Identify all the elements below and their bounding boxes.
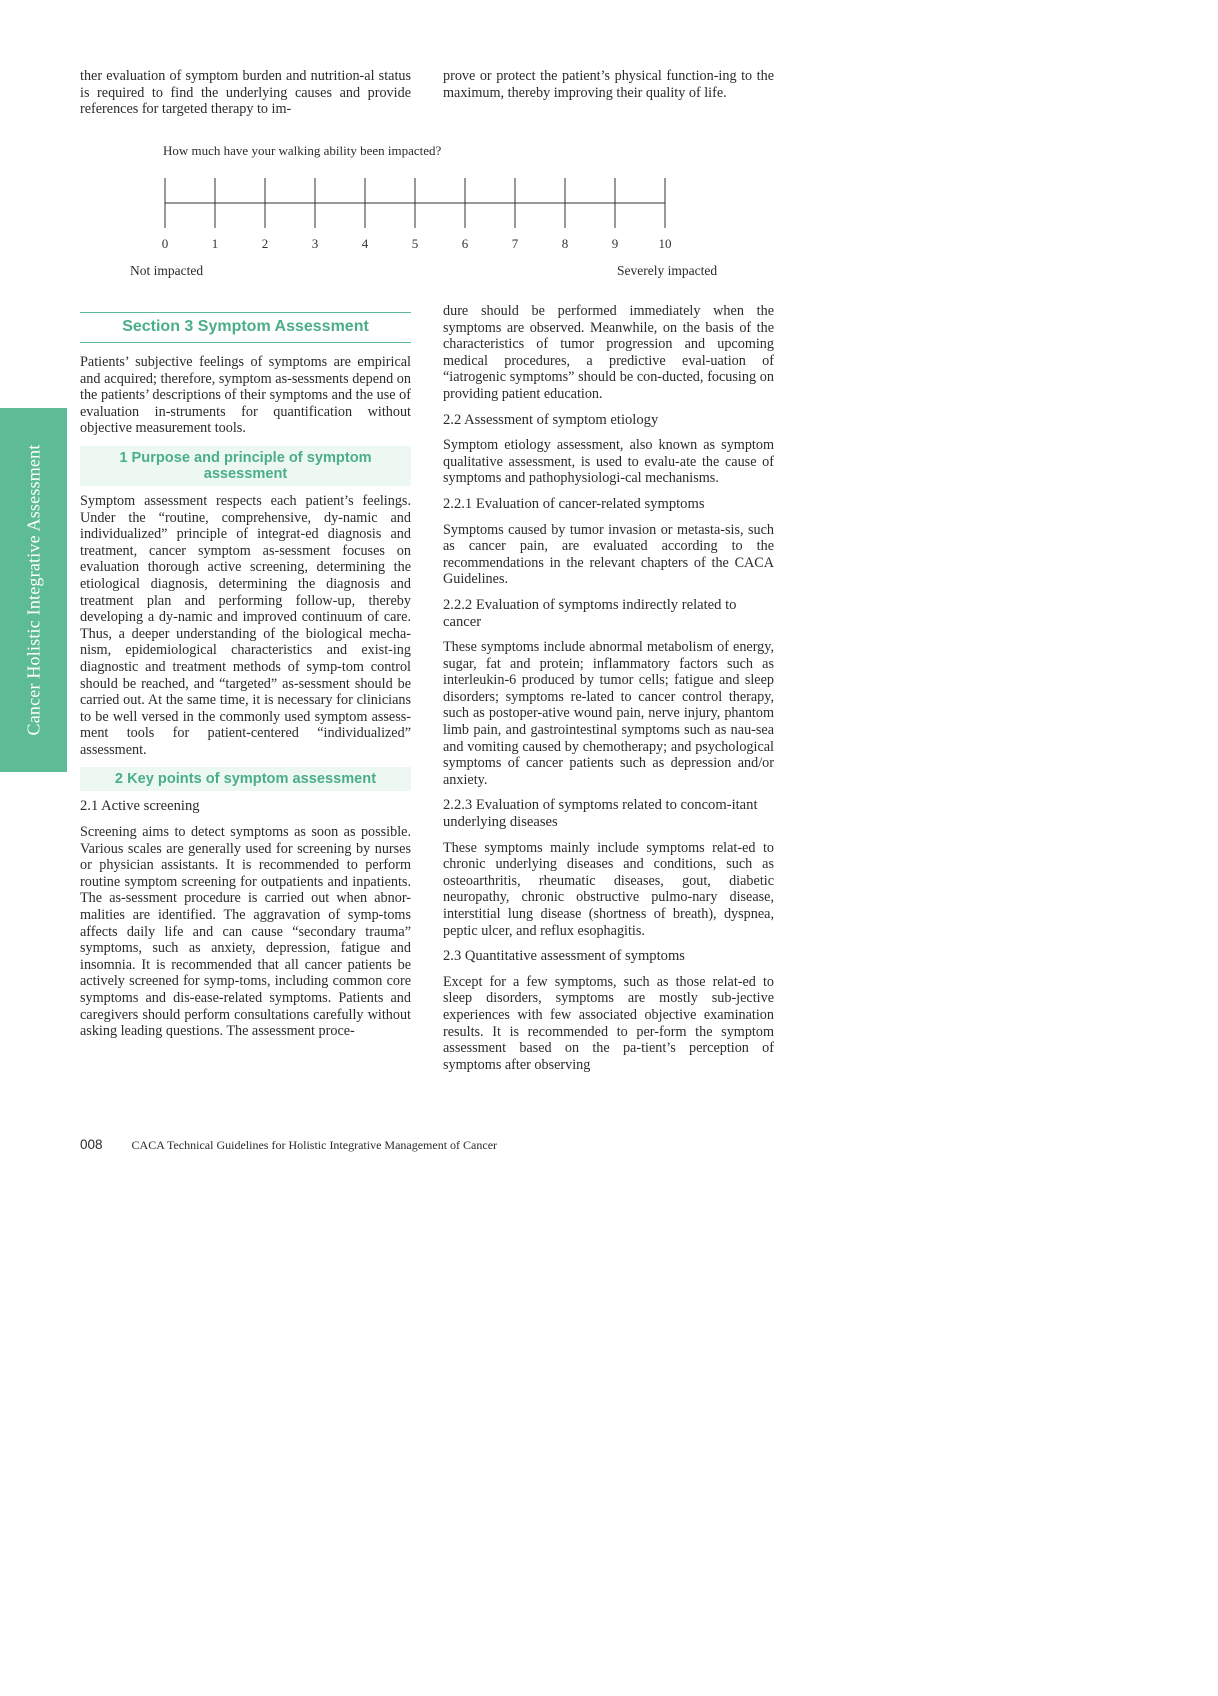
- scale-tick-label-1: 1: [211, 236, 219, 251]
- scale-question: How much have your walking ability been impacted?: [163, 143, 442, 158]
- quantitative-paragraph: Except for a few symptoms, such as those relat-ed to sleep disorders, symptoms are mostly sub-jective experiences with few associated objective examination results. It is recommended to per-form the symptom assessment based on the pa-tient’s perception of symptoms after observing: [443, 973, 774, 1073]
- cancer-related-paragraph: Symptoms caused by tumor invasion or metasta-sis, such as cancer pain, are evaluated according to the recommendations in the relevant chapters of the CACA Guidelines.: [443, 521, 774, 588]
- section-title: Section 3 Symptom Assessment: [80, 312, 411, 343]
- top-right-column: [443, 68, 774, 101]
- active-screening-paragraph: Screening aims to detect symptoms as soon as possible. Various scales are generally used for screening by nurses or physician assistants. It is recommended to perform routine symptom screening for outpatients and inpatients. The as-sessment procedure is carried out when abnor-malities are identified. The aggravation of symp-toms affects daily life and can cause “secondary trauma” symptoms, such as anxiety, depression, fatigue and insomnia. It is recommended that all cancer patients be actively screened for symp-toms, including common core symptoms and dis-ease-related symptoms. Patients and caregivers should perform consultations carefully without asking leading questions. The assessment proce-: [80, 824, 411, 1040]
- scale-tick-label-0: 0: [161, 236, 169, 251]
- scale-tick-label-8: 8: [561, 236, 569, 251]
- top-left-paragraph: ther evaluation of symptom burden and nutrition-al status is required to find the underlying causes and provide references for targeted therapy to im-: [80, 68, 411, 118]
- top-right-paragraph: prove or protect the patient’s physical function-ing to the maximum, thereby improving their quality of life.: [443, 68, 774, 101]
- purpose-paragraph: Symptom assessment respects each patient’s feelings. Under the “routine, comprehensive, dy-namic and individualized” principle of integrat-ed diagnosis and treatment, cancer symptom as-sessment focuses on evaluation thorough active screening, determining the etiological diagnosis, determining the diagnosis and treatment plan and performing follow-up, thereby developing a dy-namic and improved continuum of care. Thus, a deeper understanding of the biological mecha-nism, epidemiological characteristics and exist-ing diagnostic and treatment methods of symp-tom control should be reached, and “targeted” as-sessment should be carried out. At the same time, it is necessary for clinicians to be well versed in the commonly used symptom assess-ment tools for patient-centered “individualized” assessment.: [80, 492, 411, 758]
- scale-tick-label-6: 6: [461, 236, 469, 251]
- page-number: 008: [80, 1137, 103, 1152]
- scale-high-label: Severely impacted: [617, 263, 718, 278]
- top-left-column: [80, 68, 411, 118]
- heading-indirect: 2.2.2 Evaluation of symptoms indirectly related to cancer: [443, 596, 737, 630]
- scale-tick-label-3: 3: [311, 236, 319, 251]
- heading-key-points: 2 Key points of symptom assessment: [80, 767, 411, 791]
- rating-scale: [150, 170, 710, 260]
- intro-paragraph: Patients’ subjective feelings of symptoms are empirical and acquired; therefore, symptom as-sessments depend on the patients’ descriptions of their symptoms and the use of evaluation in-struments for quantification without objective measurement tools.: [80, 354, 411, 437]
- scale-tick-label-4: 4: [361, 236, 369, 251]
- scale-tick-label-2: 2: [261, 236, 269, 251]
- left-column: [80, 312, 411, 1040]
- side-tab: [0, 408, 67, 772]
- scale-tick-label-5: 5: [411, 236, 419, 251]
- running-title: CACA Technical Guidelines for Holistic Integrative Management of Cancer: [131, 1138, 498, 1152]
- etiology-paragraph: Symptom etiology assessment, also known as symptom qualitative assessment, is used to evalu-ate the cause of symptoms and pathophysiologi-cal mechanisms.: [443, 437, 774, 487]
- side-tab-label: Cancer Holistic Integrative Assessment: [23, 444, 43, 736]
- scale-low-label: Not impacted: [130, 263, 204, 278]
- heading-concomitant: 2.2.3 Evaluation of symptoms related to concom-itant underlying diseases: [443, 797, 758, 831]
- heading-etiology: 2.2 Assessment of symptom etiology: [443, 411, 659, 428]
- right-column: [443, 303, 774, 1073]
- concomitant-paragraph: These symptoms mainly include symptoms relat-ed to chronic underlying diseases and conditions, such as osteoarthritis, rheumatic diseases, gout, diabetic neuropathy, chronic obstructive pulmo-nary disease, interstitial lung disease (shortness of breath), dyspnea, peptic ulcer, and reflux esophagitis.: [443, 839, 774, 939]
- footer: [80, 1137, 497, 1153]
- heading-quantitative: 2.3 Quantitative assessment of symptoms: [443, 948, 685, 965]
- heading-purpose: 1 Purpose and principle of symptom assessment: [80, 446, 411, 486]
- heading-active-screening: 2.1 Active screening: [80, 798, 200, 815]
- scale-tick-label-9: 9: [611, 236, 619, 251]
- scale-tick-label-7: 7: [511, 236, 519, 251]
- heading-cancer-related: 2.2.1 Evaluation of cancer-related symptoms: [443, 495, 705, 512]
- scale-group: [162, 178, 672, 251]
- indirect-paragraph: These symptoms include abnormal metabolism of energy, sugar, fat and protein; inflammatory factors such as interleukin-6 produced by tumor cells; fatigue and sleep disorders; symptoms re-lated to cancer control therapy, such as postoper-ative wound pain, nerve injury, phantom limb pain, and gastrointestinal symptoms such as nau-sea and vomiting caused by chemotherapy; and psychological symptoms of cancer patients such as depression and/or anxiety.: [443, 639, 774, 788]
- active-screening-continued: dure should be performed immediately when the symptoms are observed. Meanwhile, on the basis of the characteristics of tumor progression and upcoming medical procedures, a predictive eval-uation of “iatrogenic symptoms” should be con-ducted, focusing on providing patient education.: [443, 303, 774, 402]
- scale-tick-label-10: 10: [658, 236, 672, 251]
